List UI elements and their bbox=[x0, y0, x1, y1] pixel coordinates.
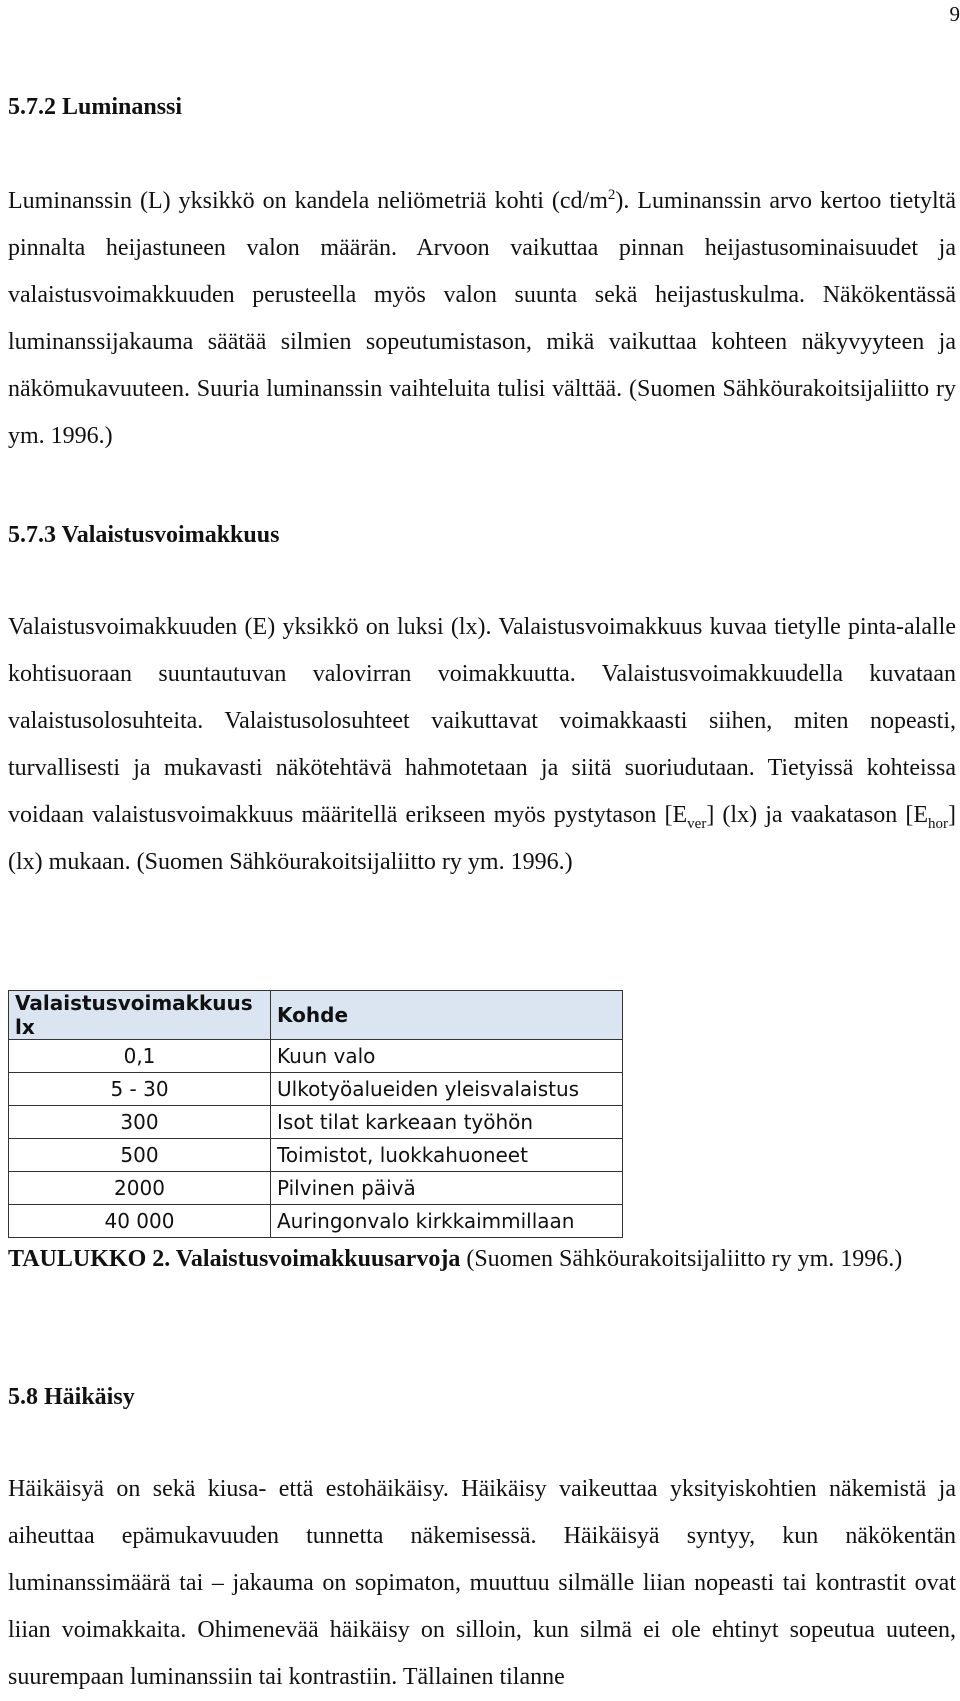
table-header-row bbox=[9, 991, 623, 1040]
section-heading-luminanssi: 5.7.2 Luminanssi bbox=[8, 92, 182, 122]
table-row bbox=[9, 1106, 623, 1139]
section-heading-haikaisy: 5.8 Häikäisy bbox=[8, 1382, 135, 1412]
table-cell-kohde: Ulkotyöalueiden yleisvalaistus bbox=[271, 1073, 623, 1106]
section-heading-valaistusvoimakkuus: 5.7.3 Valaistusvoimakkuus bbox=[8, 520, 279, 550]
table-cell-lx: 0,1 bbox=[9, 1040, 271, 1073]
table-cell-lx: 5 - 30 bbox=[9, 1073, 271, 1106]
table-caption-title: TAULUKKO 2. Valaistusvoimakkuusarvoja bbox=[8, 1246, 460, 1272]
paragraph-valaistusvoimakkuus: Valaistusvoimakkuuden (E) yksikkö on luksi (lx). Valaistusvoimakkuus kuvaa tietylle pinta-alalle kohtisuoraan suuntautuvan valovirran voimakkuutta. Valaistusvoimakkuudella kuvataan valaistusolosuhteita. Valaistusolosuhteet vaikuttavat voimakkaasti siihen, miten nopeasti, turvallisesti ja mukavasti näkötehtävä hahmotetaan ja siitä suoriudutaan. Tietyissä kohteissa voidaan valaistusvoimakkuus määritellä erikseen myös pystytason $[E_{ver}]$ (lx) ja vaakatason $[E_{hor}]$ (lx) mukaan. (Suomen Sähköurakoitsijaliitto ry ym. 1996.) bbox=[8, 604, 956, 886]
table-cell-lx: 300 bbox=[9, 1106, 271, 1139]
table-row bbox=[9, 1172, 623, 1205]
table-row bbox=[9, 1205, 623, 1238]
table-header-lx: Valaistusvoimakkuus lx bbox=[9, 991, 271, 1040]
illuminance-table bbox=[8, 990, 623, 1238]
table-cell-kohde: Auringonvalo kirkkaimmillaan bbox=[271, 1205, 623, 1238]
illuminance-table-wrapper bbox=[8, 990, 623, 1238]
table-cell-kohde: Kuun valo bbox=[271, 1040, 623, 1073]
table-cell-lx: 500 bbox=[9, 1139, 271, 1172]
page-number: 9 bbox=[950, 2, 960, 27]
table-row bbox=[9, 1139, 623, 1172]
paragraph-luminanssi: Luminanssin (L) yksikkö on kandela neliömetriä kohti $(cd/m^2)$. Luminanssin arvo kertoo tietyltä pinnalta heijastuneen valon määrän. Arvoon vaikuttaa pinnan heijastusominaisuudet ja valaistusvoimakkuuden perusteella myös valon suunta sekä heijastuskulma. Näkökentässä luminanssijakauma säätää silmien sopeutumistason, mikä vaikuttaa kohteen näkyvyyteen ja näkömukavuuteen. Suuria luminanssin vaihteluita tulisi välttää. (Suomen Sähköurakoitsijaliitto ry ym. 1996.) bbox=[8, 178, 956, 460]
table-row bbox=[9, 1073, 623, 1106]
table-cell-kohde: Isot tilat karkeaan työhön bbox=[271, 1106, 623, 1139]
table-header-kohde: Kohde bbox=[271, 991, 623, 1040]
table-row bbox=[9, 1040, 623, 1073]
table-cell-lx: 40 000 bbox=[9, 1205, 271, 1238]
paragraph-haikaisy: Häikäisyä on sekä kiusa- että estohäikäisy. Häikäisy vaikeuttaa yksityiskohtien näkemistä ja aiheuttaa epämukavuuden tunnetta näkemisessä. Häikäisyä syntyy, kun näkökentän luminanssimäärä tai – jakauma on sopimaton, muuttuu silmälle liian nopeasti tai kontrastit ovat liian voimakkaita. Ohimenevää häikäisy on silloin, kun silmä ei ole ehtinyt sopeutua uuteen, suurempaan luminanssiin tai kontrastiin. Tällainen tilanne bbox=[8, 1466, 956, 1701]
table-cell-lx: 2000 bbox=[9, 1172, 271, 1205]
table-cell-kohde: Pilvinen päivä bbox=[271, 1172, 623, 1205]
table-caption bbox=[8, 1236, 956, 1283]
table-caption-source: (Suomen Sähköurakoitsijaliitto ry ym. 1996.) bbox=[460, 1246, 902, 1272]
table-cell-kohde: Toimistot, luokkahuoneet bbox=[271, 1139, 623, 1172]
